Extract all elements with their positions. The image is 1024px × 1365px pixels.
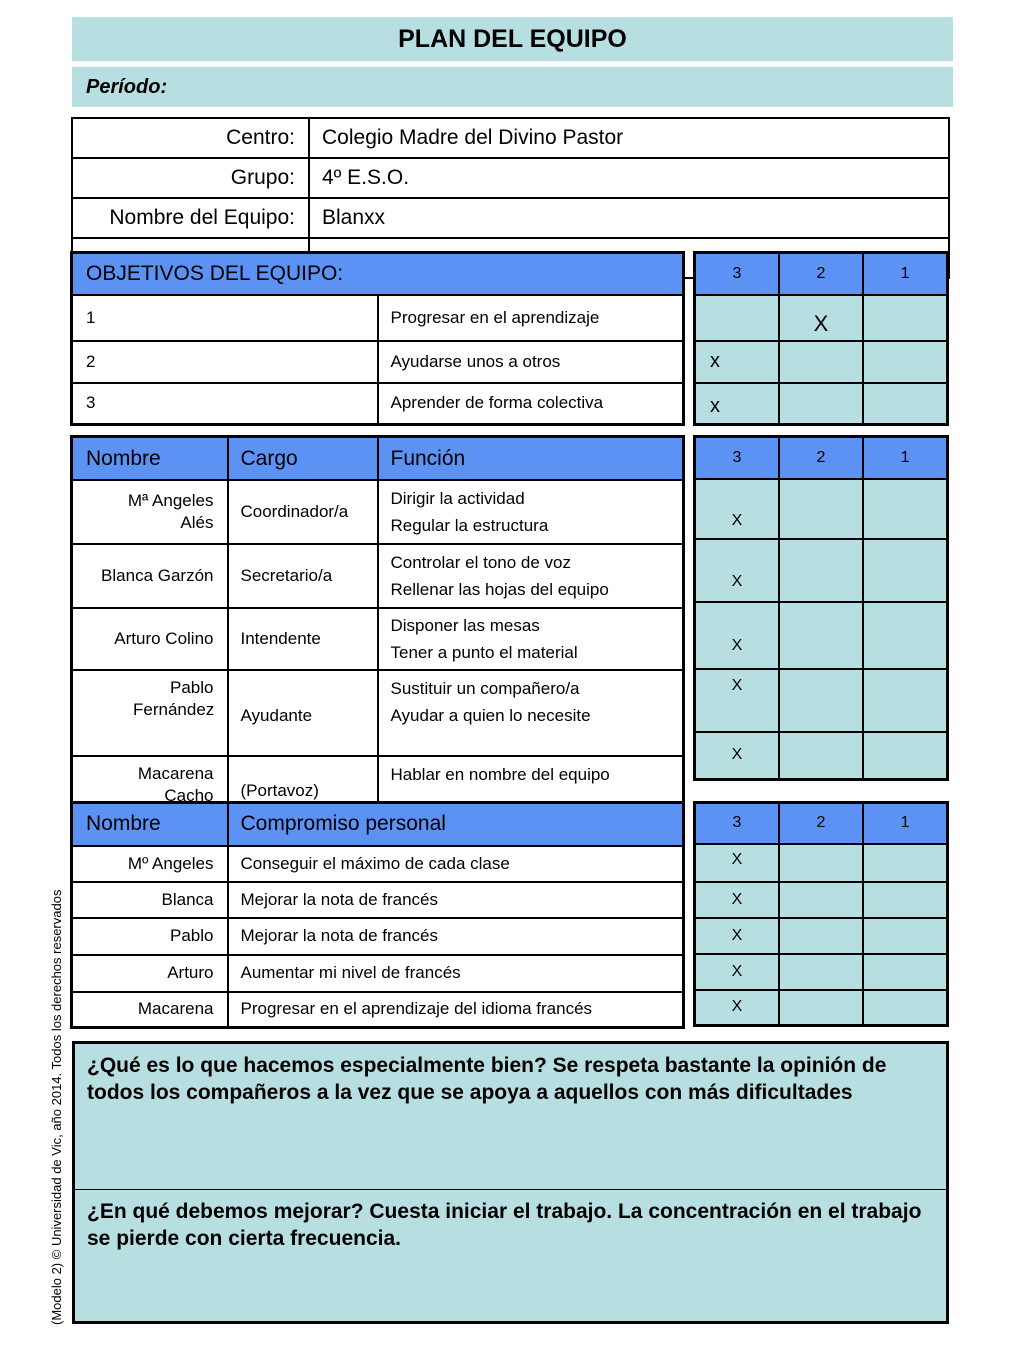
commitments-header-commitment: Compromiso personal [228,803,684,846]
member-function-line: Rellenar las hojas del equipo [390,579,609,599]
member-function-line: Regular la estructura [390,515,549,535]
member-function-line: Hablar en nombre del equipo [390,764,610,784]
objective-text: Aprender de forma colectiva [378,383,684,425]
rating-cell-1 [863,954,947,990]
objective-row [72,295,684,341]
rating-header-row [695,803,948,844]
rating-cell-2 [779,539,863,602]
commitment-name: Macarena [72,992,228,1028]
objective-number: 2 [72,341,378,383]
rating-cell-3-mark: X [695,918,779,954]
rating-cell-3-mark: x [695,341,779,383]
rating-row [695,341,948,383]
member-function [378,608,684,670]
rating-cell-3-mark: X [695,882,779,918]
member-name: Arturo Colino [72,608,228,670]
member-role: (Portavoz) [228,756,378,813]
rating-cell-2 [779,383,863,425]
commitment-text: Mejorar la nota de francés [228,918,684,955]
members-rating-table [693,435,949,781]
rating-cell-2 [779,732,863,780]
commitment-row [72,918,684,955]
rating-cell-3-mark: x [695,383,779,425]
rating-header-1: 1 [863,253,947,295]
objective-number: 3 [72,383,378,425]
rating-row [695,669,948,732]
rating-header-3: 3 [695,803,779,844]
rating-cell-1 [863,882,947,918]
member-role: Coordinador/a [228,480,378,544]
commitment-row [72,882,684,918]
rating-cell-3-mark: X [695,844,779,882]
rating-cell-2-mark: X [779,295,863,341]
rating-row [695,732,948,780]
info-row-equipo [72,198,949,238]
members-header-role: Cargo [228,437,378,480]
rating-cell-1 [863,479,947,539]
rating-cell-2 [779,479,863,539]
member-function [378,544,684,608]
member-name: Blanca Garzón [72,544,228,608]
rating-cell-2 [779,669,863,732]
rating-row [695,990,948,1026]
commitments-header-row [72,803,684,846]
commitment-name: Pablo [72,918,228,955]
rating-cell-3-mark: X [695,954,779,990]
strengths-text: ¿Qué es lo que hacemos especialmente bien? Se respeta bastante la opinión de todos los compañeros a la vez que se apoya a aquellos con más dificultades [87,1054,887,1104]
member-role: Intendente [228,608,378,670]
equipo-label: Nombre del Equipo: [72,198,309,238]
commitment-name: Mº Angeles [72,846,228,882]
member-function-line: Disponer las mesas [390,615,540,635]
rating-header-2: 2 [779,437,863,479]
objective-row [72,341,684,383]
member-function-line: Ayudar a quien lo necesite [390,705,591,725]
rating-row [695,882,948,918]
equipo-value: Blanxx [309,198,949,238]
info-row-grupo [72,158,949,198]
rating-header-row [695,253,948,295]
commitments-table [70,801,685,1029]
rating-row [695,479,948,539]
objective-number: 1 [72,295,378,341]
member-name: Macarena Cacho [72,756,228,813]
rating-cell-1 [863,295,947,341]
rating-cell-2 [779,341,863,383]
rating-cell-1 [863,383,947,425]
objectives-heading: OBJETIVOS DEL EQUIPO: [72,253,684,295]
info-row-centro [72,118,949,158]
rating-cell-1 [863,990,947,1026]
objectives-table [70,251,685,426]
grupo-label: Grupo: [72,158,309,198]
rating-cell-2 [779,844,863,882]
members-table [70,435,685,814]
rating-header-2: 2 [779,253,863,295]
rating-cell-1 [863,539,947,602]
rating-header-1: 1 [863,803,947,844]
rating-header-1: 1 [863,437,947,479]
rating-cell-1 [863,602,947,669]
member-function [378,480,684,544]
rating-header-row [695,437,948,479]
commitment-text: Progresar en el aprendizaje del idioma francés [228,992,684,1028]
commitments-header-name: Nombre [72,803,228,846]
objective-text: Progresar en el aprendizaje [378,295,684,341]
objective-row [72,383,684,425]
rating-row [695,383,948,425]
centro-label: Centro: [72,118,309,158]
rating-cell-3-mark: X [695,669,779,732]
rating-row [695,539,948,602]
rating-cell-2 [779,882,863,918]
commitment-text: Conseguir el máximo de cada clase [228,846,684,882]
rating-header-2: 2 [779,803,863,844]
member-function-line: Dirigir la actividad [390,488,525,508]
rating-header-3: 3 [695,253,779,295]
rating-cell-3-mark: X [695,990,779,1026]
grupo-value: 4º E.S.O. [309,158,949,198]
period-label: Período: [72,67,953,107]
rating-cell-3-mark: X [695,602,779,669]
rating-cell-2 [779,990,863,1026]
page-title: PLAN DEL EQUIPO [72,17,953,61]
commitment-row [72,955,684,992]
rating-cell-1 [863,732,947,780]
commitment-text: Aumentar mi nivel de francés [228,955,684,992]
member-row [72,480,684,544]
member-name: Pablo Fernández [72,670,228,756]
commitments-rating-table [693,801,949,1027]
objectives-rating-table [693,251,949,426]
rating-cell-2 [779,918,863,954]
rating-cell-2 [779,602,863,669]
copyright-text: (Modelo 2) © Universidad de Vic, año 2014. Todos los derechos reservados [49,889,64,1325]
strengths-box [72,1041,949,1191]
member-function-line: Sustituir un compañero/a [390,678,580,698]
member-role: Ayudante [228,670,378,756]
commitment-name: Blanca [72,882,228,918]
rating-row [695,295,948,341]
rating-cell-1 [863,669,947,732]
improvements-text: ¿En qué debemos mejorar? Cuesta iniciar el trabajo. La concentración en el trabajo se pierde con cierta frecuencia. [87,1200,922,1250]
member-function-line: Controlar el tono de voz [390,552,571,572]
commitment-row [72,846,684,882]
rating-cell-3-mark: X [695,479,779,539]
objective-text: Ayudarse unos a otros [378,341,684,383]
member-function [378,670,684,756]
members-header-name: Nombre [72,437,228,480]
member-function-line: Tener a punto el material [390,642,578,662]
members-header-row [72,437,684,480]
rating-cell-1 [863,918,947,954]
improvements-box [72,1189,949,1324]
commitment-text: Mejorar la nota de francés [228,882,684,918]
rating-row [695,602,948,669]
rating-cell-2 [779,954,863,990]
rating-cell-1 [863,844,947,882]
commitment-row [72,992,684,1028]
member-role: Secretario/a [228,544,378,608]
objectives-header-row [72,253,684,295]
rating-row [695,918,948,954]
members-header-function: Función [378,437,684,480]
rating-cell-3 [695,295,779,341]
rating-header-3: 3 [695,437,779,479]
member-row [72,670,684,756]
rating-cell-1 [863,341,947,383]
centro-value: Colegio Madre del Divino Pastor [309,118,949,158]
commitment-name: Arturo [72,955,228,992]
rating-row [695,954,948,990]
rating-row [695,844,948,882]
rating-cell-3-mark: X [695,732,779,780]
rating-cell-3-mark: X [695,539,779,602]
member-row [72,608,684,670]
member-name: Mª Angeles Alés [72,480,228,544]
member-row [72,544,684,608]
